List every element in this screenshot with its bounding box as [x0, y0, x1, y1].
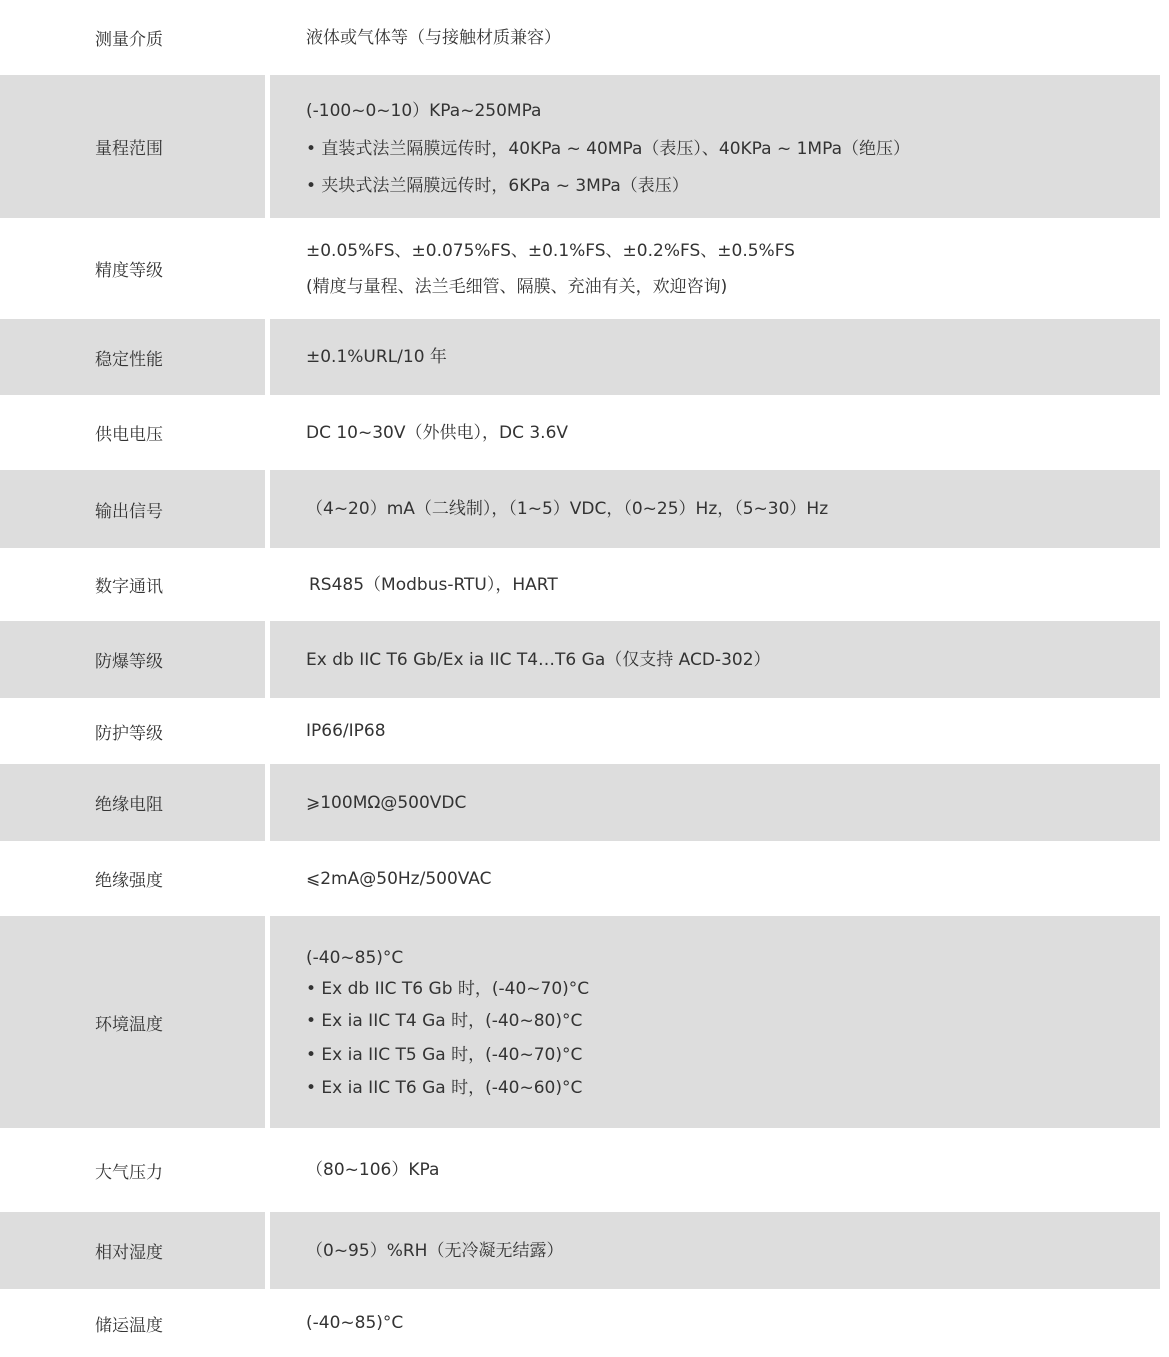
row-label: 防爆等级	[0, 621, 265, 698]
table-row	[0, 1212, 1160, 1289]
row-value	[270, 841, 1160, 916]
value-line: ⩽2mA@50Hz/500VAC	[306, 868, 492, 889]
row-value	[270, 916, 1160, 1128]
value-line: Ex db IIC T6 Gb/Ex ia IIC T4…T6 Ga（仅支持 ACD-302）	[306, 649, 771, 670]
row-value	[270, 1212, 1160, 1289]
row-label: 稳定性能	[0, 319, 265, 395]
value-line: (-40~85)°C	[306, 1313, 404, 1333]
row-value	[270, 218, 1160, 319]
row-label: 防护等级	[95, 723, 163, 744]
value-line: • Ex ia IIC T4 Ga 时，(-40~80)°C	[306, 1011, 583, 1031]
value-line: 液体或气体等（与接触材质兼容）	[306, 27, 561, 48]
value-line: RS485（Modbus-RTU），HART	[309, 574, 558, 595]
value-line: • Ex db IIC T6 Gb 时，(-40~70)°C	[306, 979, 590, 999]
value-line: ±0.05%FS、±0.075%FS、±0.1%FS、±0.2%FS、±0.5%FS	[306, 240, 795, 261]
value-line: (-40~85)°C	[306, 948, 404, 968]
row-value	[270, 698, 1160, 764]
value-line: • 夹块式法兰隔膜远传时，6KPa ~ 3MPa（表压）	[306, 175, 689, 196]
row-label: 绝缘电阻	[0, 764, 265, 841]
value-line: (-100~0~10）KPa~250MPa	[306, 100, 542, 121]
table-row	[0, 841, 1160, 916]
row-value	[270, 1128, 1160, 1212]
value-line: • Ex ia IIC T6 Ga 时，(-40~60)°C	[306, 1078, 583, 1098]
row-value	[270, 1289, 1160, 1357]
row-label: 输出信号	[0, 470, 265, 548]
row-value	[270, 75, 1160, 218]
row-label: 相对湿度	[0, 1212, 265, 1289]
row-label: 环境温度	[0, 916, 265, 1128]
table-row	[0, 218, 1160, 319]
table-row	[0, 75, 1160, 218]
row-value	[270, 319, 1160, 395]
row-value	[270, 395, 1160, 470]
table-row	[0, 0, 1160, 75]
value-line: （80~106）KPa	[306, 1160, 440, 1180]
row-label: 测量介质	[95, 30, 163, 50]
row-label: 量程范围	[0, 75, 265, 218]
row-label: 储运温度	[95, 1315, 163, 1336]
table-row	[0, 395, 1160, 470]
table-row	[0, 764, 1160, 841]
table-row	[0, 621, 1160, 698]
table-row	[0, 470, 1160, 548]
table-row	[0, 319, 1160, 395]
row-value	[270, 621, 1160, 698]
value-line: • Ex ia IIC T5 Ga 时，(-40~70)°C	[306, 1045, 583, 1065]
table-row	[0, 698, 1160, 764]
table-row	[0, 1289, 1160, 1357]
row-value	[270, 548, 1160, 621]
value-line: IP66/IP68	[306, 721, 386, 741]
row-value	[270, 764, 1160, 841]
value-line: • 直装式法兰隔膜远传时，40KPa ~ 40MPa（表压）、40KPa ~ 1MPa（绝压）	[306, 138, 910, 159]
table-row	[0, 916, 1160, 1128]
value-line: （0~95）%RH（无冷凝无结露）	[306, 1240, 564, 1261]
table-row	[0, 1128, 1160, 1212]
value-line: (精度与量程、法兰毛细管、隔膜、充油有关，欢迎咨询)	[306, 276, 728, 297]
row-value	[270, 0, 1160, 75]
value-line: DC 10~30V（外供电），DC 3.6V	[306, 422, 569, 443]
row-label: 精度等级	[95, 261, 163, 281]
row-label: 绝缘强度	[95, 871, 163, 891]
value-line: ⩾100MΩ@500VDC	[306, 792, 467, 813]
value-line: ±0.1%URL/10 年	[306, 347, 447, 367]
row-label: 数字通讯	[95, 577, 163, 597]
row-label: 供电电压	[95, 425, 163, 445]
row-label: 大气压力	[95, 1162, 163, 1183]
row-value	[270, 470, 1160, 548]
value-line: （4~20）mA（二线制），（1~5）VDC，（0~25）Hz，（5~30）Hz	[306, 499, 829, 519]
table-row	[0, 548, 1160, 621]
